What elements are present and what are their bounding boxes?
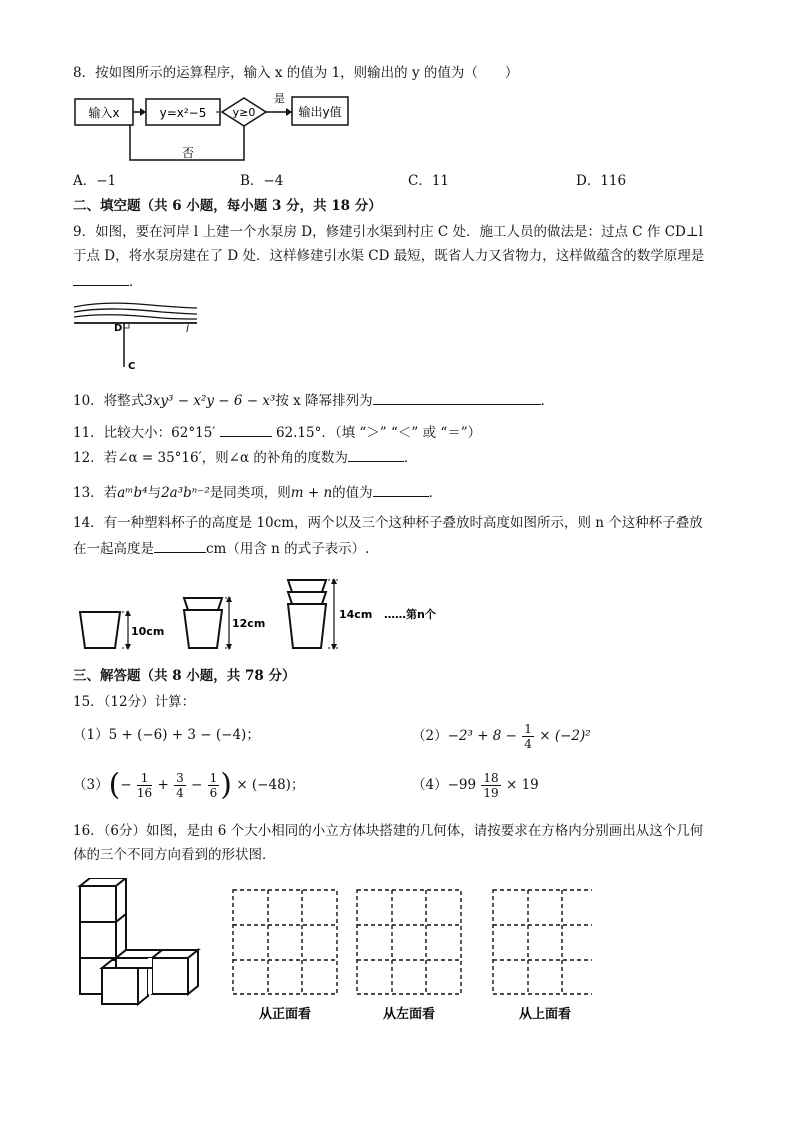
q10: 10．将整式3xy³ − x²y − 6 − x³按 x 降幂排列为 ． <box>73 390 554 411</box>
q15-part2: （2）−2³ + 8 − $\frac{1}{4}$ × (−2)² <box>412 722 591 751</box>
q8-option-c: C．11 <box>408 173 450 189</box>
q8-option-d: D．116 <box>576 173 627 189</box>
q16-line1: 16．（6分）如图，是由 6 个大小相同的小立方体块搭建的几何体，请按要求在方格内分别画出从这个几何 <box>73 823 704 839</box>
q8-stem: 8．按如图所示的运算程序，输入 x 的值为 1，则输出的 y 的值为（ ） <box>73 65 519 81</box>
section2-title: 二、填空题（共 6 小题，每小题 3 分，共 18 分） <box>73 198 382 214</box>
q15-part4: （4）−99 $\frac{18}{19}$ × 19 <box>412 771 539 800</box>
grid-top <box>493 890 592 994</box>
q14-h1: 10cm <box>131 625 165 638</box>
q13: 13．若aᵐb⁴与2a³bⁿ⁻²是同类项，则m + n的值为 ． <box>73 482 442 503</box>
flow-yes: 是 <box>274 92 285 105</box>
q9-line2: 于点 D，将水泵房建在了 D 处．这样修建引水渠 CD 最短，既省人力又省物力，这样做蕴含的数学原理是 <box>73 248 705 264</box>
q14-line2: 在一起高度是 cm（用含 n 的式子表示）. <box>73 538 369 559</box>
q9-figure <box>72 297 202 373</box>
q14-nth: ……第n个 <box>384 608 436 621</box>
q16-figure <box>72 878 592 1028</box>
label-left: 从左面看 <box>382 1007 436 1022</box>
q14-h3: 14cm <box>339 608 373 621</box>
q8-option-b: B．−4 <box>240 173 284 189</box>
flow-output: 输出y值 <box>298 105 342 119</box>
cube-stack <box>80 878 198 1004</box>
q11: 11．比较大小：62°15′ 62.15°．（填 “＞” “＜” 或 “＝”） <box>73 422 481 443</box>
q14-h2: 12cm <box>232 617 266 630</box>
q15-stem: 15．（12分）计算： <box>73 694 196 710</box>
q9-label-d: D <box>114 323 123 334</box>
q12: 12．若∠α = 35°16′，则∠α 的补角的度数为 ． <box>73 447 417 468</box>
grid-left <box>357 890 461 994</box>
q14-cups-figure <box>72 572 452 656</box>
label-top: 从上面看 <box>518 1007 572 1022</box>
flow-no: 否 <box>182 146 195 160</box>
q9-label-c: C <box>128 361 136 372</box>
section3-title: 三、解答题（共 8 小题，共 78 分） <box>73 668 296 684</box>
flow-condition: y≥0 <box>232 106 256 119</box>
q9-line3: ． <box>73 271 143 292</box>
grid-front <box>233 890 337 994</box>
flow-input: 输入x <box>88 106 120 120</box>
q9-label-l: l <box>186 324 189 335</box>
flow-formula: y=x²−5 <box>159 106 207 120</box>
q15-part1: （1）5 + (−6) + 3 − (−4)； <box>73 727 260 743</box>
label-front: 从正面看 <box>258 1007 312 1022</box>
q8-option-a: A．−1 <box>73 173 117 189</box>
q9-line1: 9．如图，要在河岸 l 上建一个水泵房 D，修建引水渠到村庄 C 处．施工人员的做法是：过点 C 作 CD⊥l <box>73 224 703 240</box>
q14-line1: 14．有一种塑料杯子的高度是 10cm，两个以及三个这种杯子叠放时高度如图所示，则 n 个这种杯子叠放 <box>73 515 703 531</box>
q15-part3: （3）(− $\frac{1}{16}$ + $\frac{3}{4}$ − $\frac{1}{6}$ ) × (−48)； <box>73 767 305 803</box>
q16-line2: 体的三个不同方向看到的形状图． <box>73 847 276 863</box>
q8-flowchart <box>70 90 360 166</box>
